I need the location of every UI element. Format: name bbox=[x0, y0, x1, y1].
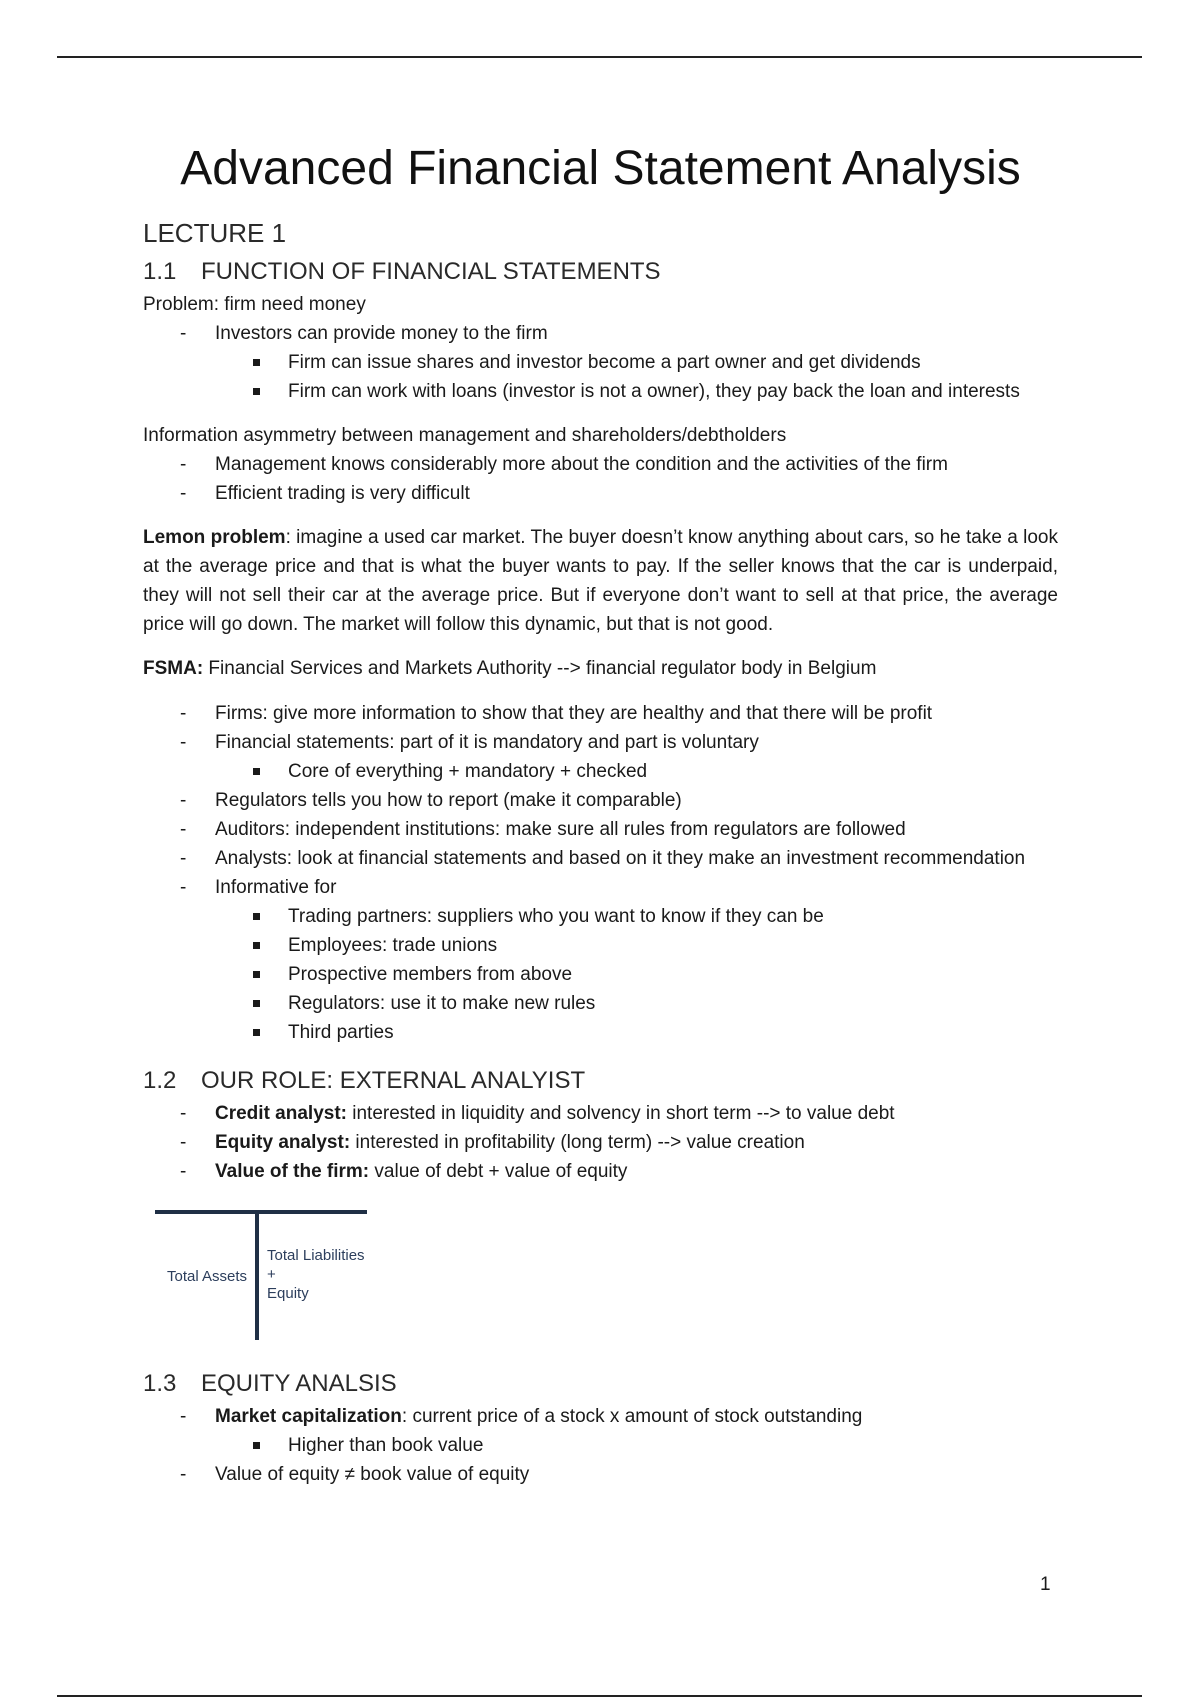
page-number: 1 bbox=[1040, 1574, 1051, 1595]
list-item-term: Value of the firm: bbox=[215, 1161, 370, 1182]
section-number: 1.1 bbox=[143, 258, 177, 285]
sub-list-item: Firm can work with loans (investor is not a owner), they pay back the loan and interests bbox=[143, 377, 1058, 406]
sub-list-item: Third parties bbox=[143, 1018, 1058, 1047]
lecture-heading: LECTURE 1 bbox=[143, 218, 287, 248]
list-item bbox=[143, 1099, 1058, 1128]
list-item-term: Equity analyst: bbox=[215, 1132, 351, 1153]
section-number: 1.3 bbox=[143, 1370, 177, 1397]
header-rule bbox=[57, 56, 1142, 58]
fsma-text: Financial Services and Markets Authority --> financial regulator body in Belgium bbox=[203, 658, 877, 679]
list-item bbox=[143, 319, 1058, 406]
section-heading-1-2 bbox=[143, 1065, 1058, 1097]
equity-list bbox=[143, 1402, 1058, 1489]
document-page bbox=[143, 140, 1058, 1489]
spacer bbox=[143, 683, 1058, 699]
stakeholders-list bbox=[143, 699, 1058, 1047]
list-item bbox=[143, 1157, 1058, 1186]
sub-list bbox=[215, 348, 1058, 406]
document-title: Advanced Financial Statement Analysis bbox=[180, 142, 1021, 195]
equity-text: Equity bbox=[267, 1285, 309, 1302]
liabilities-equity-label bbox=[267, 1246, 365, 1303]
section-heading-1-1 bbox=[143, 256, 1058, 288]
section-title: OUR ROLE: EXTERNAL ANALYIST bbox=[201, 1067, 586, 1094]
lemon-paragraph bbox=[143, 523, 1058, 639]
plus-text: + bbox=[267, 1266, 276, 1283]
list-item-text: Informative for bbox=[215, 877, 337, 898]
sub-list-item: Core of everything + mandatory + checked bbox=[143, 757, 1058, 786]
list-item bbox=[143, 728, 1058, 786]
list-item-text: interested in liquidity and solvency in short term --> to value debt bbox=[346, 1103, 895, 1124]
t-account-horizontal-line bbox=[155, 1210, 367, 1214]
sub-list bbox=[215, 902, 1058, 1047]
list-item-text: Investors can provide money to the firm bbox=[215, 323, 548, 344]
section-title: EQUITY ANALSIS bbox=[201, 1370, 397, 1397]
total-assets-label: Total Assets bbox=[167, 1268, 248, 1285]
list-item-text: : current price of a stock x amount of stock outstanding bbox=[401, 1406, 863, 1427]
investors-list bbox=[143, 319, 1058, 406]
sub-list-item: Firm can issue shares and investor become a part owner and get dividends bbox=[143, 348, 1058, 377]
list-item: - Management knows considerably more about the condition and the activities of the firm bbox=[143, 450, 1058, 479]
list-item: - Value of equity ≠ book value of equity bbox=[143, 1460, 1058, 1489]
total-liabilities-text: Total Liabilities bbox=[267, 1247, 365, 1264]
section-title: FUNCTION OF FINANCIAL STATEMENTS bbox=[201, 258, 661, 285]
list-item: - Regulators tells you how to report (make it comparable) bbox=[143, 786, 1058, 815]
asymmetry-list bbox=[143, 450, 1058, 508]
section-heading-1-3 bbox=[143, 1368, 1058, 1400]
list-item-text: Financial statements: part of it is mandatory and part is voluntary bbox=[215, 732, 759, 753]
sub-list bbox=[215, 757, 1058, 786]
lemon-term: Lemon problem bbox=[143, 527, 286, 548]
list-item-term: Credit analyst: bbox=[215, 1103, 347, 1124]
list-item-term: Market capitalization bbox=[215, 1406, 402, 1427]
list-item bbox=[143, 1402, 1058, 1460]
problem-paragraph: Problem: firm need money bbox=[143, 294, 366, 315]
asymmetry-paragraph: Information asymmetry between management and shareholders/debtholders bbox=[143, 425, 787, 446]
list-item-text: value of debt + value of equity bbox=[369, 1161, 628, 1182]
list-item: - Auditors: independent institutions: make sure all rules from regulators are followed bbox=[143, 815, 1058, 844]
sub-list-item: Higher than book value bbox=[143, 1431, 1058, 1460]
analyst-list bbox=[143, 1099, 1058, 1186]
list-item: - Firms: give more information to show that they are healthy and that there will be profit bbox=[143, 699, 1058, 728]
t-account-diagram bbox=[155, 1208, 395, 1348]
list-item bbox=[143, 873, 1058, 1047]
fsma-term: FSMA: bbox=[143, 658, 204, 679]
sub-list-item: Employees: trade unions bbox=[143, 931, 1058, 960]
sub-list-item: Regulators: use it to make new rules bbox=[143, 989, 1058, 1018]
fsma-paragraph bbox=[143, 654, 1058, 683]
sub-list-item: Trading partners: suppliers who you want to know if they can be bbox=[143, 902, 1058, 931]
footer-rule bbox=[57, 1695, 1142, 1697]
sub-list-item: Prospective members from above bbox=[143, 960, 1058, 989]
lemon-text: : imagine a used car market. The buyer doesn’t know anything about cars, so he take a look at the average price and that is what the buyer wants to pay. If the seller knows that the car is underpaid, they will not sell their car at the average price. But if everyone don’t want to sell at that price, the average price will go down. The market will follow this dynamic, but that is not good. bbox=[143, 527, 1058, 635]
list-item-text: interested in profitability (long term) --> value creation bbox=[350, 1132, 805, 1153]
section-number: 1.2 bbox=[143, 1067, 177, 1094]
list-item bbox=[143, 1128, 1058, 1157]
list-item: - Analysts: look at financial statements and based on it they make an investment recommendation bbox=[143, 844, 1058, 873]
sub-list bbox=[215, 1431, 1058, 1460]
t-account-vertical-line bbox=[255, 1210, 259, 1340]
list-item: - Efficient trading is very difficult bbox=[143, 479, 1058, 508]
